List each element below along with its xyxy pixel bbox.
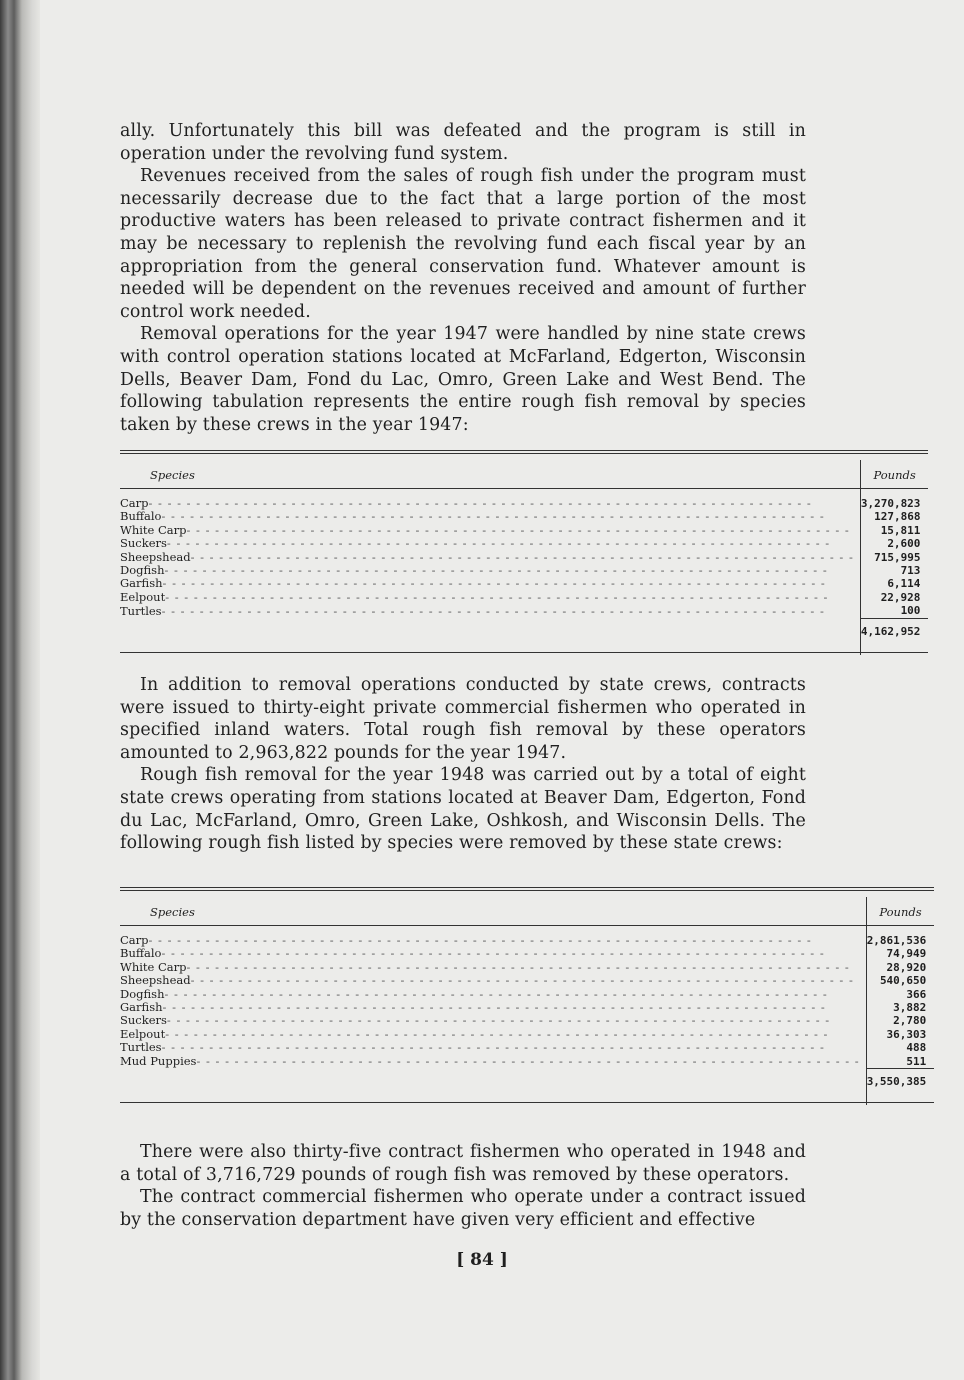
table-row: Garfish- - - - - - - - - - - - - - - - - - - - - - - - - - - - - - - - - - - - - - - - - - - - - - - - - - - - - - - - - - - - - - - - - - - - - - 3,882 xyxy=(120,1001,934,1014)
bottom-text-block xyxy=(120,1141,806,1231)
species-name: White Carp xyxy=(120,960,187,974)
paragraph: There were also thirty-five contract fishermen who operated in 1948 and a total of 3,716,729 pounds of rough fish was removed by these operators. xyxy=(120,1142,806,1185)
species-name: Suckers xyxy=(120,537,167,551)
species-name: Garfish xyxy=(120,1001,163,1015)
paragraph: Revenues received from the sales of rough fish under the program must necessarily decrease due to the fact that a large portion of the most productive waters has been released to private contract fishermen and it may be necessary to replenish the revolving fund each fiscal year by an appropriation from the general conservation fund. Whatever amount is needed will be dependent on the revenues received and amount of further control work needed. xyxy=(120,166,806,322)
table-row: Garfish- - - - - - - - - - - - - - - - - - - - - - - - - - - - - - - - - - - - - - - - - - - - - - - - - - - - - - - - - - - - - - - - - - - - - - 6,114 xyxy=(120,577,928,590)
pounds-value: 3,882 xyxy=(866,1001,934,1014)
pounds-value: 2,780 xyxy=(866,1014,934,1027)
table-row: Buffalo- - - - - - - - - - - - - - - - - - - - - - - - - - - - - - - - - - - - - - - - - - - - - - - - - - - - - - - - - - - - - - - - - - - - - - 127,868 xyxy=(120,510,928,523)
species-name: Dogfish xyxy=(120,564,165,578)
table-row: Carp- - - - - - - - - - - - - - - - - - - - - - - - - - - - - - - - - - - - - - - - - - - - - - - - - - - - - - - - - - - - - - - - - - - - - - 3,270,823 xyxy=(120,497,928,510)
pounds-value: 488 xyxy=(866,1041,934,1054)
table-row: Sheepshead- - - - - - - - - - - - - - - - - - - - - - - - - - - - - - - - - - - - - - - - - - - - - - - - - - - - - - - - - - - - - - - - - - - - - - 540,650 xyxy=(120,974,934,987)
species-name: Eelpout xyxy=(120,590,166,604)
species-name: White Carp xyxy=(120,523,187,537)
pounds-value: 36,303 xyxy=(866,1028,934,1041)
pounds-value: 3,270,823 xyxy=(860,497,928,510)
species-name: Sheepshead xyxy=(120,550,191,564)
pounds-value: 540,650 xyxy=(866,974,934,987)
middle-text-block xyxy=(120,674,806,855)
table-row: Eelpout- - - - - - - - - - - - - - - - - - - - - - - - - - - - - - - - - - - - - - - - - - - - - - - - - - - - - - - - - - - - - - - - - - - - - - 36,303 xyxy=(120,1028,934,1041)
pounds-header: Pounds xyxy=(860,460,928,489)
paragraph: In addition to removal operations conducted by state crews, contracts were issued to thirty-eight private commercial fishermen who operated in specified inland waters. Total rough fish removal by these operators amounted to 2,963,822 pounds for the year 1947. xyxy=(120,675,806,763)
table-row: Sheepshead- - - - - - - - - - - - - - - - - - - - - - - - - - - - - - - - - - - - - - - - - - - - - - - - - - - - - - - - - - - - - - - - - - - - - - 715,995 xyxy=(120,551,928,564)
table-row: Suckers- - - - - - - - - - - - - - - - - - - - - - - - - - - - - - - - - - - - - - - - - - - - - - - - - - - - - - - - - - - - - - - - - - - - - - 2,780 xyxy=(120,1014,934,1027)
pounds-value: 15,811 xyxy=(860,524,928,537)
paragraph: Rough fish removal for the year 1948 was carried out by a total of eight state crews operating from stations located at Beaver Dam, Edgerton, Fond du Lac, McFarland, Omro, Green Lake, Oshkosh, and Wisconsin Dells. The following rough fish listed by species were removed by these state crews: xyxy=(120,765,806,854)
table-row: White Carp- - - - - - - - - - - - - - - - - - - - - - - - - - - - - - - - - - - - - - - - - - - - - - - - - - - - - - - - - - - - - - - - - - - - - - 15,811 xyxy=(120,524,928,537)
pounds-value: 74,949 xyxy=(866,947,934,960)
species-name: Turtles xyxy=(120,1041,162,1055)
table-row: Dogfish- - - - - - - - - - - - - - - - - - - - - - - - - - - - - - - - - - - - - - - - - - - - - - - - - - - - - - - - - - - - - - - - - - - - - - 366 xyxy=(120,988,934,1001)
total-value: 4,162,952 xyxy=(860,618,928,644)
species-name: Buffalo xyxy=(120,947,162,961)
species-name: Dogfish xyxy=(120,987,165,1001)
total-value: 3,550,385 xyxy=(866,1069,934,1095)
table-row: Carp- - - - - - - - - - - - - - - - - - - - - - - - - - - - - - - - - - - - - - - - - - - - - - - - - - - - - - - - - - - - - - - - - - - - - - 2,861,536 xyxy=(120,934,934,947)
book-binding-edge xyxy=(0,0,40,1380)
species-name: Sheepshead xyxy=(120,974,191,988)
species-name: Carp xyxy=(120,934,149,947)
pounds-value: 28,920 xyxy=(866,961,934,974)
pounds-value: 6,114 xyxy=(860,577,928,590)
paragraph: The contract commercial fishermen who operate under a contract issued by the conservation department have given very efficient and effective xyxy=(120,1187,806,1230)
table-1948-removal xyxy=(120,887,934,1105)
paragraph: ally. Unfortunately this bill was defeated and the program is still in operation under the revolving fund system. xyxy=(120,121,806,164)
paragraph: Removal operations for the year 1947 were handled by nine state crews with control operation stations located at McFarland, Edgerton, Wisconsin Dells, Beaver Dam, Fond du Lac, Omro, Green Lake and West Bend. The following tabulation represents the entire rough fish removal by species taken by these crews in the year 1947: xyxy=(120,324,806,435)
pounds-value: 127,868 xyxy=(860,510,928,523)
species-name: Eelpout xyxy=(120,1027,166,1041)
table-row: Turtles- - - - - - - - - - - - - - - - - - - - - - - - - - - - - - - - - - - - - - - - - - - - - - - - - - - - - - - - - - - - - - - - - - - - - - 488 xyxy=(120,1041,934,1054)
page-number: [ 84 ] xyxy=(456,1250,508,1270)
table-row: Mud Puppies- - - - - - - - - - - - - - - - - - - - - - - - - - - - - - - - - - - - - - - - - - - - - - - - - - - - - - - - - - - - - - - - - - - - - - 511 xyxy=(120,1055,934,1069)
pounds-value: 511 xyxy=(866,1055,934,1069)
pounds-value: 366 xyxy=(866,988,934,1001)
pounds-value: 715,995 xyxy=(860,551,928,564)
species-name: Buffalo xyxy=(120,510,162,524)
table-row: White Carp- - - - - - - - - - - - - - - - - - - - - - - - - - - - - - - - - - - - - - - - - - - - - - - - - - - - - - - - - - - - - - - - - - - - - - 28,920 xyxy=(120,961,934,974)
species-header: Species xyxy=(120,897,866,926)
pounds-value: 22,928 xyxy=(860,591,928,604)
species-name: Carp xyxy=(120,497,149,510)
table-row: Suckers- - - - - - - - - - - - - - - - - - - - - - - - - - - - - - - - - - - - - - - - - - - - - - - - - - - - - - - - - - - - - - - - - - - - - - 2,600 xyxy=(120,537,928,550)
table-row: Eelpout- - - - - - - - - - - - - - - - - - - - - - - - - - - - - - - - - - - - - - - - - - - - - - - - - - - - - - - - - - - - - - - - - - - - - - 22,928 xyxy=(120,591,928,604)
pounds-value: 100 xyxy=(860,604,928,618)
table-row: Dogfish- - - - - - - - - - - - - - - - - - - - - - - - - - - - - - - - - - - - - - - - - - - - - - - - - - - - - - - - - - - - - - - - - - - - - - 713 xyxy=(120,564,928,577)
species-name: Garfish xyxy=(120,577,163,591)
species-name: Turtles xyxy=(120,604,162,618)
table-1947-removal xyxy=(120,450,928,655)
species-name: Mud Puppies xyxy=(120,1054,197,1068)
table-row: Turtles- - - - - - - - - - - - - - - - - - - - - - - - - - - - - - - - - - - - - - - - - - - - - - - - - - - - - - - - - - - - - - - - - - - - - - 100 xyxy=(120,604,928,618)
pounds-value: 2,600 xyxy=(860,537,928,550)
table-row: Buffalo- - - - - - - - - - - - - - - - - - - - - - - - - - - - - - - - - - - - - - - - - - - - - - - - - - - - - - - - - - - - - - - - - - - - - - 74,949 xyxy=(120,947,934,960)
species-header: Species xyxy=(120,460,860,489)
pounds-value: 2,861,536 xyxy=(866,934,934,947)
pounds-value: 713 xyxy=(860,564,928,577)
top-text-block xyxy=(120,120,806,436)
pounds-header: Pounds xyxy=(866,897,934,926)
species-name: Suckers xyxy=(120,1014,167,1028)
